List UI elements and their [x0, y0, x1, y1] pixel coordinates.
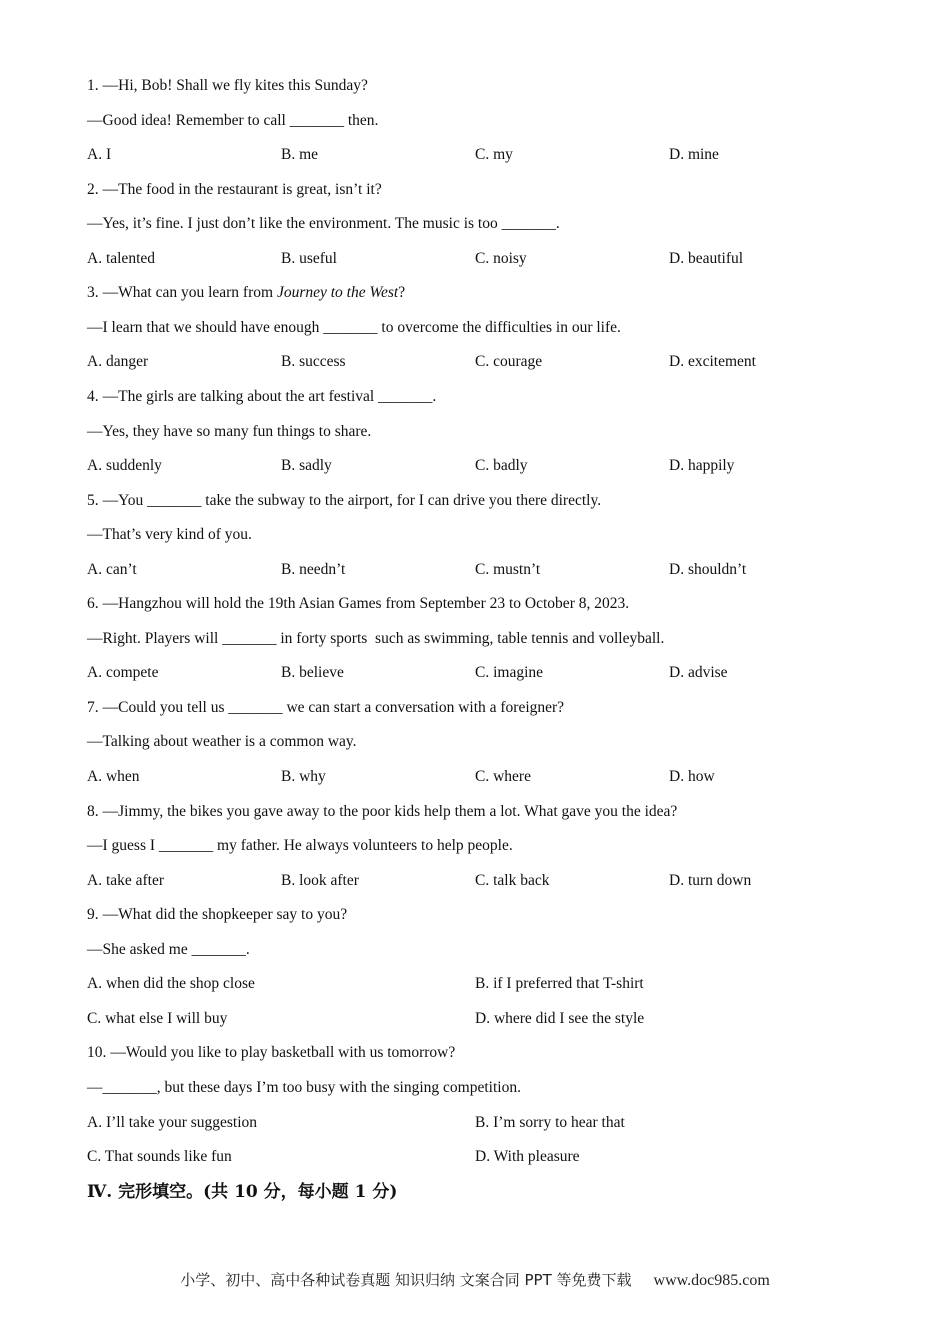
- option-b[interactable]: B. useful: [281, 250, 337, 267]
- question-3-response: —I learn that we should have enough _______ to overcome the difficulties in our life.: [87, 319, 621, 336]
- option-a[interactable]: A. suddenly: [87, 457, 162, 474]
- option-b[interactable]: B. if I preferred that T-shirt: [475, 975, 644, 992]
- option-b[interactable]: B. look after: [281, 872, 359, 889]
- option-a[interactable]: A. take after: [87, 872, 165, 889]
- question-prompt: —The girls are talking about the art festival _______.: [102, 388, 437, 405]
- option-d[interactable]: D. where did I see the style: [475, 1010, 645, 1027]
- page-footer: [0, 1270, 950, 1291]
- question-number: 5.: [87, 492, 99, 509]
- option-d[interactable]: D. shouldn’t: [669, 561, 747, 578]
- option-c[interactable]: C. badly: [475, 457, 528, 474]
- question-prompt: —Could you tell us _______ we can start a conversation with a foreigner?: [102, 699, 565, 716]
- option-b[interactable]: B. believe: [281, 664, 344, 681]
- section-heading: Ⅳ. 完形填空。(共 10 分，每小题 1 分): [87, 1182, 398, 1202]
- question-number: 4.: [87, 388, 99, 405]
- question-3: [87, 283, 910, 303]
- option-a[interactable]: A. compete: [87, 664, 159, 681]
- question-1: [87, 76, 910, 96]
- question-number: 7.: [87, 699, 99, 716]
- option-c[interactable]: C. imagine: [475, 664, 544, 681]
- option-d[interactable]: D. happily: [669, 457, 735, 474]
- question-prompt-end: ?: [398, 284, 406, 301]
- question-2: [87, 180, 910, 200]
- question-5: [87, 491, 910, 511]
- option-a[interactable]: A. danger: [87, 353, 149, 370]
- question-number: 6.: [87, 595, 99, 612]
- question-prompt: —The food in the restaurant is great, isn’t it?: [102, 181, 382, 198]
- question-number: 9.: [87, 906, 99, 923]
- question-number: 8.: [87, 803, 99, 820]
- footer-url[interactable]: www.doc985.com: [653, 1272, 770, 1289]
- option-a[interactable]: A. when: [87, 768, 140, 785]
- question-7-response: —Talking about weather is a common way.: [87, 733, 357, 750]
- footer-text: 小学、初中、高中各种试卷真题 知识归纳 文案合同 PPT 等免费下载: [180, 1271, 632, 1289]
- question-2-response: —Yes, it’s fine. I just don’t like the environment. The music is too _______.: [87, 215, 560, 232]
- book-title: Journey to the West: [276, 284, 399, 301]
- option-c[interactable]: C. where: [475, 768, 531, 785]
- question-7: [87, 698, 910, 718]
- option-c[interactable]: C. mustn’t: [475, 561, 541, 578]
- option-d[interactable]: D. how: [669, 768, 715, 785]
- option-c[interactable]: C. my: [475, 146, 513, 163]
- option-b[interactable]: B. why: [281, 768, 326, 785]
- question-number: 3.: [87, 284, 99, 301]
- question-prompt: —You _______ take the subway to the airport, for I can drive you there directly.: [102, 492, 602, 509]
- option-b[interactable]: B. me: [281, 146, 319, 163]
- option-b[interactable]: B. I’m sorry to hear that: [475, 1114, 625, 1131]
- question-prompt: —Would you like to play basketball with us tomorrow?: [110, 1044, 456, 1061]
- question-10: [87, 1043, 910, 1063]
- option-c[interactable]: C. talk back: [475, 872, 550, 889]
- option-a[interactable]: A. I: [87, 146, 112, 163]
- option-b[interactable]: B. sadly: [281, 457, 332, 474]
- option-d[interactable]: D. advise: [669, 664, 728, 681]
- question-prompt-start: —What can you learn from: [102, 284, 277, 301]
- question-8: [87, 802, 910, 822]
- question-1-response: —Good idea! Remember to call _______ then.: [87, 112, 379, 129]
- option-c[interactable]: C. courage: [475, 353, 543, 370]
- question-number: 1.: [87, 77, 99, 94]
- question-4: [87, 387, 910, 407]
- question-prompt: —Hi, Bob! Shall we fly kites this Sunday?: [102, 77, 368, 94]
- option-c[interactable]: C. That sounds like fun: [87, 1148, 232, 1165]
- option-b[interactable]: B. success: [281, 353, 346, 370]
- question-number: 10.: [87, 1044, 107, 1061]
- option-d[interactable]: D. turn down: [669, 872, 752, 889]
- option-d[interactable]: D. excitement: [669, 353, 756, 370]
- option-a[interactable]: A. can’t: [87, 561, 137, 578]
- question-5-response: —That’s very kind of you.: [87, 526, 252, 543]
- option-d[interactable]: D. With pleasure: [475, 1148, 580, 1165]
- question-prompt: —Hangzhou will hold the 19th Asian Games from September 23 to October 8, 2023.: [102, 595, 630, 612]
- question-prompt: —Jimmy, the bikes you gave away to the poor kids help them a lot. What gave you the idea?: [102, 803, 678, 820]
- option-d[interactable]: D. beautiful: [669, 250, 744, 267]
- question-4-response: —Yes, they have so many fun things to share.: [87, 423, 372, 440]
- option-a[interactable]: A. when did the shop close: [87, 975, 255, 992]
- question-6-response: —Right. Players will _______ in forty sports such as swimming, table tennis and volleyball.: [87, 630, 665, 647]
- question-number: 2.: [87, 181, 99, 198]
- option-c[interactable]: C. what else I will buy: [87, 1010, 228, 1027]
- question-9-response: —She asked me _______.: [87, 941, 250, 958]
- option-c[interactable]: C. noisy: [475, 250, 527, 267]
- option-a[interactable]: A. talented: [87, 250, 156, 267]
- question-10-response: —_______, but these days I’m too busy with the singing competition.: [87, 1079, 521, 1096]
- option-a[interactable]: A. I’ll take your suggestion: [87, 1114, 258, 1131]
- option-d[interactable]: D. mine: [669, 146, 719, 163]
- question-6: [87, 594, 910, 614]
- question-9: [87, 905, 910, 925]
- question-prompt: —What did the shopkeeper say to you?: [102, 906, 348, 923]
- option-b[interactable]: B. needn’t: [281, 561, 346, 578]
- question-8-response: —I guess I _______ my father. He always volunteers to help people.: [87, 837, 513, 854]
